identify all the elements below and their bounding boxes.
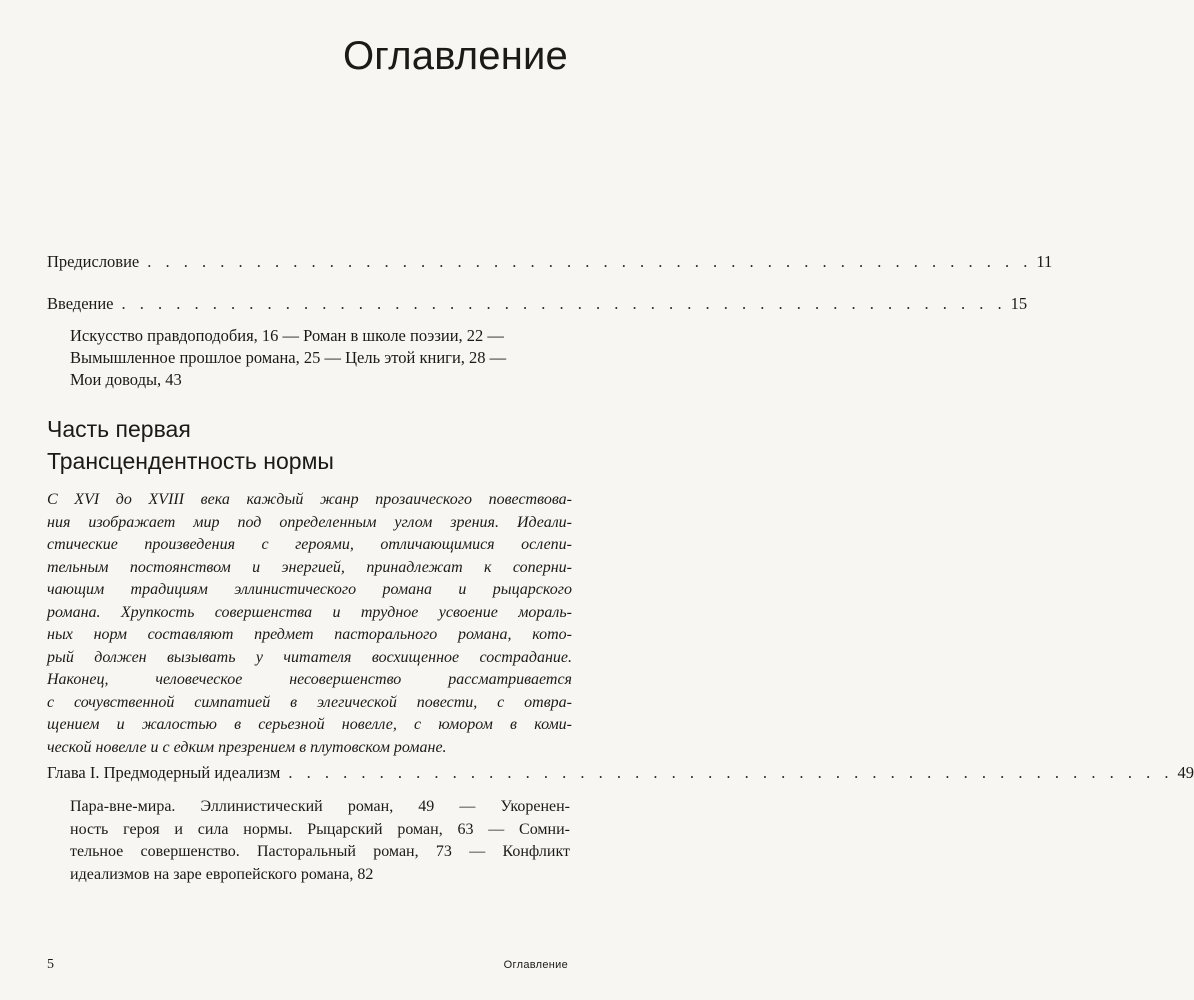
- abstract-line: с сочувственной симпатией в элегической повести, с отвра-: [47, 693, 572, 711]
- subsection-line: Искусство правдоподобия, 16 — Роман в школе поэзии, 22 —: [70, 326, 504, 345]
- abstract-line: С XVI до XVIII века каждый жанр прозаического повествова-: [47, 491, 572, 508]
- subsection-line: идеализмов на заре европейского романа, 82: [70, 865, 374, 883]
- abstract-line: чающим традициям эллинистического романа и рыцарского: [47, 581, 572, 598]
- page-title: Оглавление: [342, 34, 568, 78]
- part-abstract: [47, 489, 572, 759]
- subsection-line: Мои доводы, 43: [70, 370, 182, 389]
- toc-entry-page: 15: [1010, 294, 1028, 313]
- page-number: 5: [47, 957, 54, 972]
- toc-entry-page: 11: [1036, 252, 1053, 271]
- toc-leader-dots: . . . . . . . . . . . . . . . . . . . . . . . . . . . . . . . . . . . . . . . . . . . . . . . . .: [121, 294, 1007, 313]
- subsection-line: Вымышленное прошлое романа, 25 — Цель этой книги, 28 —: [70, 348, 507, 367]
- abstract-line: ния изображает мир под определенным углом зрения. Идеали-: [47, 513, 572, 531]
- toc-leader-dots: . . . . . . . . . . . . . . . . . . . . . . . . . . . . . . . . . . . . . . . . . . . . . . . . .: [288, 763, 1174, 782]
- introduction-subsections: [70, 325, 570, 391]
- toc-entry-chapter-1[interactable]: [47, 763, 1194, 783]
- chapter-1-subsections: [70, 796, 570, 886]
- part-heading: [47, 413, 334, 477]
- part-title: Трансцендентность нормы: [47, 448, 334, 474]
- abstract-line: романа. Хрупкость совершенства и трудное усвоение мораль-: [47, 603, 572, 621]
- abstract-line: стические произведения с героями, отличающимися ослепи-: [47, 536, 572, 553]
- toc-entry-page: 49: [1177, 763, 1194, 782]
- abstract-line: ных норм составляют предмет пасторального романа, кото-: [47, 626, 572, 643]
- part-number: Часть первая: [47, 416, 191, 442]
- toc-entry-preface[interactable]: [47, 252, 1053, 272]
- abstract-line: тельным постоянством и энергией, принадлежат к соперни-: [47, 558, 572, 576]
- toc-entry-label: Введение: [47, 294, 114, 313]
- toc-leader-dots: . . . . . . . . . . . . . . . . . . . . . . . . . . . . . . . . . . . . . . . . . . . . . . . . .: [147, 252, 1033, 271]
- abstract-line: щением и жалостью в серьезной новелле, с юмором в коми-: [47, 716, 572, 733]
- abstract-line: рый должен вызывать у читателя восхищенное сострадание.: [47, 648, 572, 666]
- subsection-line: Пара-вне-мира. Эллинистический роман, 49 — Укоренен-: [70, 798, 570, 815]
- toc-entry-label: Глава I. Предмодерный идеализм: [47, 763, 281, 782]
- abstract-line: Наконец, человеческое несовершенство рассматривается: [47, 671, 572, 688]
- toc-entry-introduction[interactable]: [47, 294, 1028, 314]
- abstract-line: ческой новелле и с едким презрением в плутовском романе.: [47, 738, 447, 756]
- toc-entry-label: Предисловие: [47, 252, 140, 271]
- running-title: Оглавление: [503, 959, 568, 971]
- subsection-line: ность героя и сила нормы. Рыцарский роман, 63 — Сомни-: [70, 820, 570, 838]
- subsection-line: тельное совершенство. Пасторальный роман, 73 — Конфликт: [70, 843, 570, 860]
